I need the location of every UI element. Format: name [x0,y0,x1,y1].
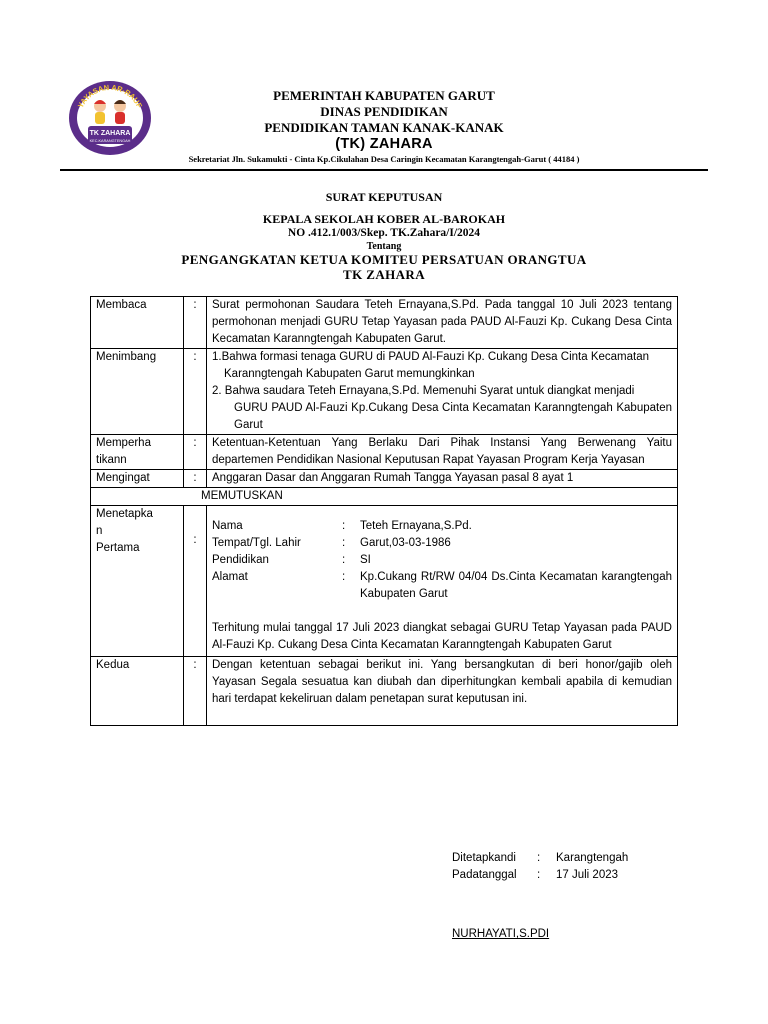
field-row [212,569,672,603]
field-value: Kp.Cukang Rt/RW 04/04 Ds.Cinta Kecamatan karangtengah Kabupaten Garut [360,571,672,600]
row-text [207,349,678,435]
spacer [212,603,672,620]
row-label [91,506,184,657]
menetapkan-text: Terhitung mulai tanggal 17 Juli 2023 diangkat sebagai GURU Tetap Yayasan pada PAUD Al-Fauzi Kp. Cukang Desa Cinta Kecamatan Karanngtengah Kabupaten Garut [212,622,672,651]
ditetapkan-value: Karangtengah [556,852,629,864]
row-kedua [91,657,678,726]
row-membaca [91,297,678,349]
decree-about-label: Tentang [366,241,402,252]
header-divider [60,169,708,171]
row-label-line-1: Memperha [96,437,151,449]
row-label: Mengingat [91,470,184,488]
header-line-3: PENDIDIKAN TAMAN KANAK-KANAK [264,120,504,135]
school-logo [68,80,152,156]
menimbang-point-2-cont: GURU PAUD Al-Fauzi Kp.Cukang Desa Cinta Kecamatan Karanngtengah Kabupaten Garut [234,402,672,431]
menimbang-point-2: 2. Bahwa saudara Teteh Ernayana,S.Pd. Memenuhi Syarat untuk diangkat menjadi [212,385,635,397]
field-value: Garut,03-03-1986 [360,537,451,549]
field-value: Teteh Ernayana,S.Pd. [360,520,472,532]
tanggal-value: 17 Juli 2023 [556,869,619,881]
field-key: Nama [212,520,243,532]
child-left-body [95,112,105,124]
row-text: Anggaran Dasar dan Anggaran Rumah Tangga Yayasan pasal 8 ayat 1 [207,470,678,488]
row-text [207,506,678,657]
field-row [212,535,672,552]
row-text: Surat permohonan Saudara Teteh Ernayana,S.Pd. Pada tanggal 10 Juli 2023 tentang permohonan menjadi GURU Tetap Yayasan pada PAUD Al-Fauzi Kp. Cukang Desa Cinta Kecamatan Karanngtengah Kabupaten Garut. [207,297,678,349]
decree-title: SURAT KEPUTUSAN [325,190,443,204]
field-row [212,552,672,569]
decree-table [90,296,678,726]
row-colon: : [184,470,207,488]
decree-issuer: KEPALA SEKOLAH KOBER AL-BAROKAH [262,212,506,226]
row-label-line-2: n [96,525,103,537]
field-colon: : [342,571,346,583]
field-value: SI [360,554,371,566]
row-label-line-1: Menetapka [96,508,153,520]
row-label-line-2: tikann [96,454,127,466]
field-colon: : [342,520,346,532]
row-memperhatikan [91,435,678,470]
row-label-line-3: Pertama [96,542,140,554]
row-mengingat [91,470,678,488]
tanggal-label: Padatanggal [452,869,517,881]
row-colon: : [184,506,207,657]
decree-subject: PENGANGKATAN KETUA KOMITEU PERSATUAN ORANGTUA [181,252,587,267]
row-label [91,435,184,470]
row-label: Menimbang [91,349,184,435]
decree-subject-school: TK ZAHARA [343,267,425,282]
header-school-name: (TK) ZAHARA [335,136,433,152]
menimbang-point-1: 1.Bahwa formasi tenaga GURU di PAUD Al-Fauzi Kp. Cukang Desa Cinta Kecamatan [212,351,649,363]
row-menimbang [91,349,678,435]
ditetapkan-label: Ditetapkandi [452,852,516,864]
row-menetapkan [91,506,678,657]
decree-number: NO .412.1/003/Skep. TK.Zahara/I/2024 [287,227,481,239]
row-colon: : [184,435,207,470]
menimbang-point-1-cont: Karanngtengah Kabupaten Garut memungkinkan [224,368,475,380]
appointee-fields [212,518,672,603]
field-colon: : [342,554,346,566]
row-colon: : [184,349,207,435]
row-label: Kedua [91,657,184,726]
row-label: Membaca [91,297,184,349]
signatory-name: NURHAYATI,S.PDI [452,928,550,940]
field-key: Tempat/Tgl. Lahir [212,537,301,549]
row-colon: : [184,297,207,349]
header-line-2: DINAS PENDIDIKAN [320,104,448,119]
logo-sub: KEC.KARANGTENGAH [89,139,131,143]
logo-arc-text: YAYASAN AR-RAUF [75,82,145,110]
header-line-1: PEMERINTAH KABUPATEN GARUT [273,88,495,103]
row-text: Dengan ketentuan sebagai berikut ini. Yang bersangkutan di beri honor/gajib oleh Yayasan Segala sesuatua kan diubah dan diperhitungkan kembali apabila di kemudian hari terdapat kekeliruan dalam penetapan surat keputusan ini. [207,657,678,726]
memutuskan-heading: MEMUTUSKAN [91,488,678,506]
ditetapkan-colon: : [537,852,541,864]
field-key: Pendidikan [212,554,269,566]
row-memutuskan [91,488,678,506]
child-right-body [115,112,125,124]
logo-name: TK ZAHARA [89,130,131,137]
field-colon: : [342,537,346,549]
header-address: Sekretariat Jln. Sukamukti - Cinta Kp.Cikulahan Desa Caringin Kecamatan Karangtengah-Garut ( 44184 ) [188,154,580,164]
tanggal-colon: : [537,869,541,881]
row-text: Ketentuan-Ketentuan Yang Berlaku Dari Pihak Instansi Yang Berwenang Yaitu departemen Pendidikan Nasional Keputusan Rapat Yayasan Program Kerja Yayasan [207,435,678,470]
field-row [212,518,672,535]
row-colon: : [184,657,207,726]
field-key: Alamat [212,571,248,583]
